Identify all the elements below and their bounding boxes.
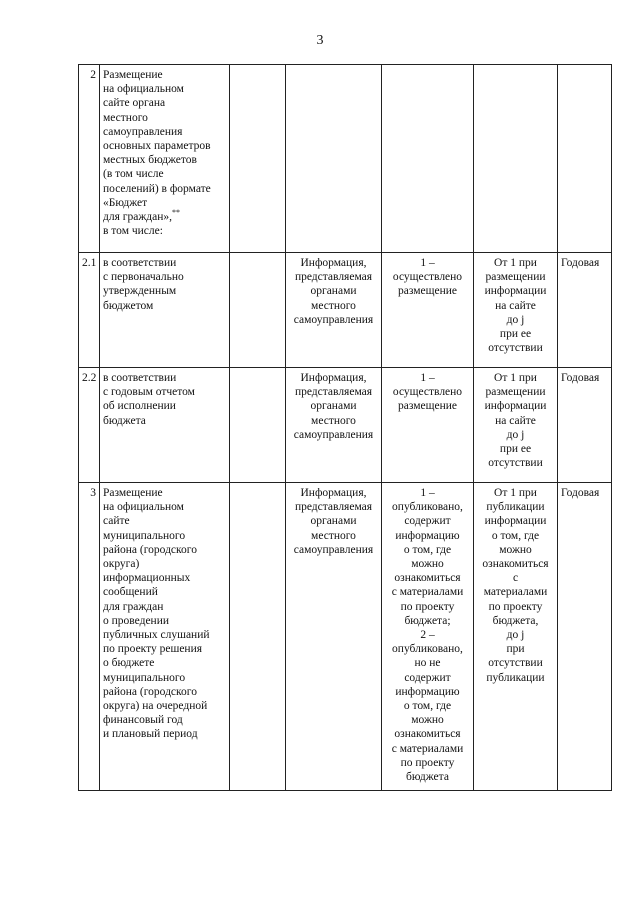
indicator-name-tail: в том числе:	[103, 225, 163, 238]
page-number: 3	[316, 33, 324, 48]
indicator-name: Размещение на официальном сайте муниципального района (городского округа) информационных сообщений для граждан о проведении публичных слушаний по проекту решения о бюджете муниципального района (городского округа) на очередной финансовый год и плановый период	[100, 483, 230, 791]
indicator-name-text: Размещение на официальном сайте органа местного самоуправления основных параметров местных бюджетов (в том числе поселений) в формате «Бюджет для граждан»,	[103, 69, 211, 224]
row-number: 2.1	[79, 253, 100, 368]
empty-cell	[230, 483, 286, 791]
table-row	[79, 65, 612, 253]
score-cell: От 1 при размещении информации на сайте до j при ее отсутствии	[474, 253, 558, 368]
footnote-mark: **	[172, 208, 181, 218]
assessment-cell	[382, 65, 474, 253]
row-number: 3	[79, 483, 100, 791]
indicator-name	[100, 65, 230, 253]
indicators-table	[78, 64, 612, 791]
assessment-cell: 1 – осуществлено размещение	[382, 253, 474, 368]
score-cell	[474, 65, 558, 253]
indicator-name: в соответствии с первоначально утвержденным бюджетом	[100, 253, 230, 368]
score-cell: От 1 при публикации информации о том, где можно ознакомиться с материалами по проекту бюджета, до j при отсутствии публикации	[474, 483, 558, 791]
table-row	[79, 253, 612, 368]
empty-cell	[230, 368, 286, 483]
source-cell: Информация, представляемая органами местного самоуправления	[286, 253, 382, 368]
source-cell	[286, 65, 382, 253]
empty-cell	[230, 253, 286, 368]
source-cell: Информация, представляемая органами местного самоуправления	[286, 483, 382, 791]
row-number: 2	[79, 65, 100, 253]
assessment-cell: 1 – опубликовано, содержит информацию о том, где можно ознакомиться с материалами по проекту бюджета; 2 – опубликовано, но не содержит информацию о том, где можно ознакомиться с материалами по проекту бюджета	[382, 483, 474, 791]
indicator-name: в соответствии с годовым отчетом об исполнении бюджета	[100, 368, 230, 483]
assessment-cell: 1 – осуществлено размещение	[382, 368, 474, 483]
table-row	[79, 368, 612, 483]
table-row	[79, 483, 612, 791]
score-cell: От 1 при размещении информации на сайте до j при ее отсутствии	[474, 368, 558, 483]
period-cell: Годовая	[558, 483, 612, 791]
source-cell: Информация, представляемая органами местного самоуправления	[286, 368, 382, 483]
period-cell	[558, 65, 612, 253]
row-number: 2.2	[79, 368, 100, 483]
empty-cell	[230, 65, 286, 253]
period-cell: Годовая	[558, 253, 612, 368]
period-cell: Годовая	[558, 368, 612, 483]
